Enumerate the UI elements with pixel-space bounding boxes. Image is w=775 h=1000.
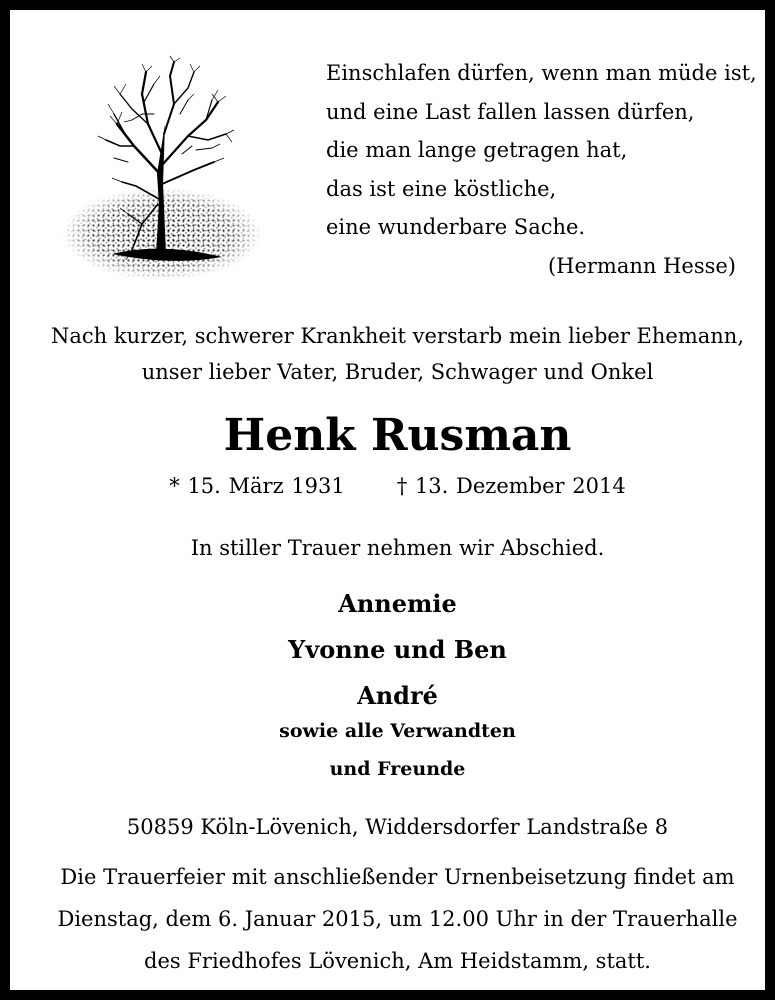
poem-line: das ist eine köstliche, <box>326 176 557 201</box>
ceremony-line: Dienstag, dem 6. Januar 2015, um 12.00 Uhr in der Trauerhalle <box>57 907 738 931</box>
poem-line: die man lange getragen hat, <box>326 138 628 162</box>
ceremony-info <box>20 856 775 982</box>
address: 50859 Köln-Lövenich, Widdersdorfer Landstraße 8 <box>126 815 669 839</box>
poem <box>326 54 757 285</box>
ceremony-line: Die Trauerfeier mit anschließender Urnenbeisetzung findet am <box>60 865 735 889</box>
ceremony-line: des Friedhofes Lövenich, Am Heidstamm, statt. <box>144 949 651 973</box>
family-member: André <box>357 681 438 710</box>
family-member: Annemie <box>338 589 457 618</box>
farewell-text: In stiller Trauer nehmen wir Abschied. <box>190 536 605 560</box>
family-names <box>20 581 775 719</box>
life-dates <box>20 471 775 501</box>
intro-text <box>20 318 775 390</box>
poem-line: Einschlafen dürfen, wenn man müde ist, <box>326 61 757 85</box>
poem-author: (Hermann Hesse) <box>547 253 736 278</box>
relatives-line: sowie alle Verwandten <box>279 720 516 742</box>
deceased-name: Henk Rusman <box>223 410 572 461</box>
family-member: Yvonne und Ben <box>288 635 507 664</box>
birth-date: * 15. März 1931 <box>169 474 345 498</box>
poem-line: und eine Last fallen lassen dürfen, <box>326 99 695 124</box>
relatives-line: und Freunde <box>329 758 466 780</box>
death-date: † 13. Dezember 2014 <box>396 474 626 498</box>
intro-line: Nach kurzer, schwerer Krankheit verstarb mein lieber Ehemann, <box>50 324 744 348</box>
relatives-text <box>20 712 775 788</box>
tree-illustration <box>62 54 272 286</box>
poem-line: eine wunderbare Sache. <box>326 215 586 239</box>
intro-line: unser lieber Vater, Bruder, Schwager und Onkel <box>141 360 654 384</box>
